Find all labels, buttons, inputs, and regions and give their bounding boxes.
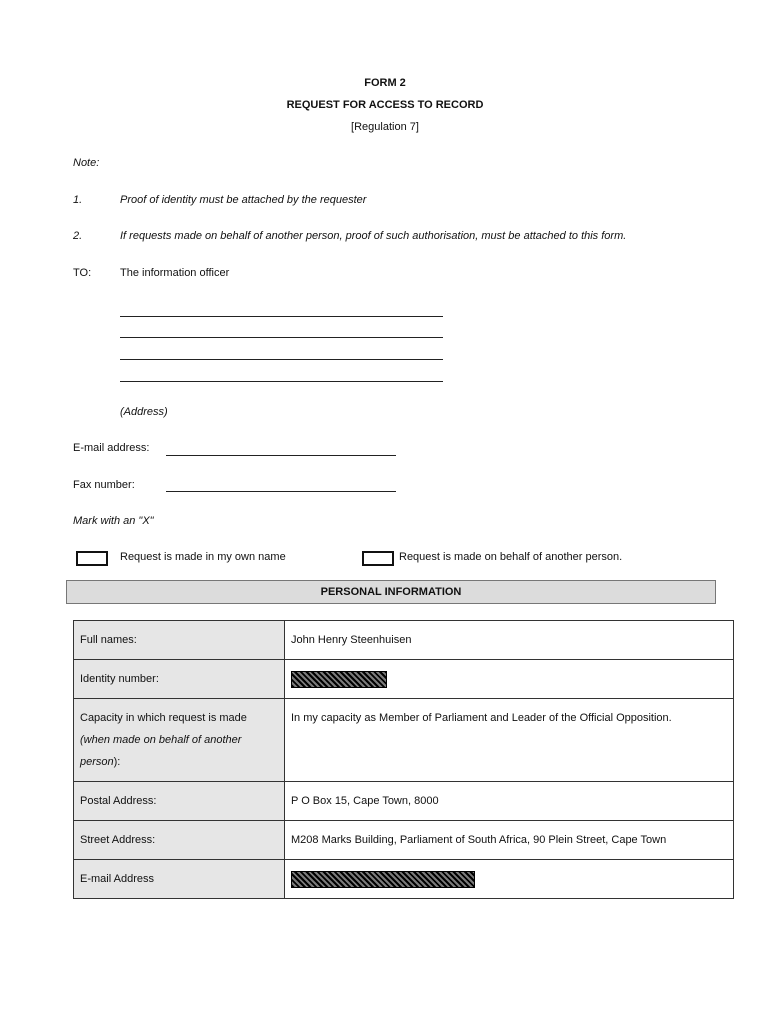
- postal-value[interactable]: P O Box 15, Cape Town, 8000: [285, 782, 734, 821]
- own-name-checkbox[interactable]: [76, 551, 108, 566]
- full-names-value[interactable]: John Henry Steenhuisen: [285, 621, 734, 660]
- behalf-label: Request is made on behalf of another person.: [399, 551, 623, 563]
- email-field[interactable]: [166, 455, 396, 456]
- capacity-label-main: Capacity in which request is made: [80, 712, 247, 724]
- identity-value[interactable]: [285, 660, 734, 699]
- table-row-capacity: [74, 699, 734, 782]
- table-row-street: [74, 821, 734, 860]
- fax-label: Fax number:: [73, 479, 135, 491]
- fax-field[interactable]: [166, 491, 396, 492]
- behalf-checkbox[interactable]: [362, 551, 394, 566]
- email-redaction: [291, 871, 475, 888]
- capacity-label-suffix: ):: [113, 756, 121, 768]
- postal-label: Postal Address:: [74, 782, 285, 821]
- street-label: Street Address:: [74, 821, 285, 860]
- table-row-full-names: [74, 621, 734, 660]
- regulation-reference: [Regulation 7]: [351, 121, 419, 133]
- mark-instruction: Mark with an "X": [73, 515, 154, 527]
- capacity-label-qualifier: (when made on behalf of another person: [80, 734, 242, 768]
- address-line-3[interactable]: [120, 359, 443, 360]
- email-address-label: E-mail Address: [74, 860, 285, 899]
- street-value[interactable]: M208 Marks Building, Parliament of South Africa, 90 Plein Street, Cape Town: [285, 821, 734, 860]
- address-line-1[interactable]: [120, 316, 443, 317]
- recipient-name: The information officer: [120, 267, 230, 279]
- form-title: REQUEST FOR ACCESS TO RECORD: [286, 99, 484, 111]
- table-row-email: [74, 860, 734, 899]
- capacity-value[interactable]: In my capacity as Member of Parliament and Leader of the Official Opposition.: [285, 699, 734, 782]
- note-number-1: 1.: [73, 194, 83, 206]
- email-label: E-mail address:: [73, 442, 150, 454]
- note-text-2: If requests made on behalf of another person, proof of such authorisation, must be attached to this form.: [120, 230, 627, 242]
- address-line-2[interactable]: [120, 337, 443, 338]
- capacity-label: [74, 699, 285, 782]
- personal-information-table: [73, 620, 734, 899]
- full-names-label: Full names:: [74, 621, 285, 660]
- own-name-label: Request is made in my own name: [120, 551, 286, 563]
- note-number-2: 2.: [73, 230, 83, 242]
- personal-information-heading: PERSONAL INFORMATION: [66, 580, 716, 604]
- email-address-value[interactable]: [285, 860, 734, 899]
- identity-label: Identity number:: [74, 660, 285, 699]
- to-label: TO:: [73, 267, 92, 279]
- address-caption: (Address): [120, 406, 168, 418]
- table-row-postal: [74, 782, 734, 821]
- table-row-identity: [74, 660, 734, 699]
- identity-redaction: [291, 671, 387, 688]
- note-label: Note:: [73, 157, 100, 169]
- form-number: FORM 2: [364, 77, 406, 89]
- note-text-1: Proof of identity must be attached by the requester: [120, 194, 367, 206]
- address-line-4[interactable]: [120, 381, 443, 382]
